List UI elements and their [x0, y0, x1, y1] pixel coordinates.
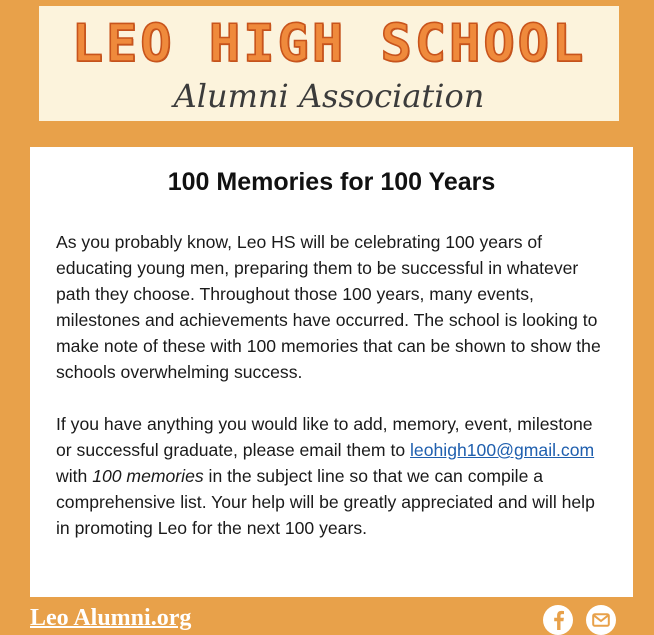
paragraph-request-end: in the subject line so that we can compile a comprehensive list. Your help will be greatly appreciated and will help in promoting Leo for the next 100 years.: [56, 466, 595, 538]
content-card: [30, 147, 633, 597]
alumni-site-link[interactable]: Leo Alumni.org: [30, 605, 192, 631]
article-heading: 100 Memories for 100 Years: [167, 168, 496, 196]
header-banner: [39, 6, 619, 121]
school-title: LEO HIGH SCHOOL: [71, 14, 587, 74]
subject-emphasis: 100 memories: [92, 466, 204, 486]
facebook-icon: [550, 610, 566, 630]
email-button[interactable]: [586, 605, 616, 635]
email-icon: [592, 613, 610, 627]
paragraph-request-mid: with: [56, 466, 93, 486]
association-subtitle: Alumni Association: [173, 77, 485, 115]
paragraph-intro: As you probably know, Leo HS will be celebrating 100 years of educating young men, preparing them to be successful in whatever path they choose. Throughout those 100 years, many events, milestones and achievements have occurred. The school is looking to make note of these with 100 memories that can be shown to show the schools overwhelming success.: [56, 232, 601, 382]
facebook-button[interactable]: [543, 605, 573, 635]
email-link[interactable]: leohigh100@gmail.com: [410, 440, 595, 460]
paragraph-request-intro: If you have anything you would like to add, memory, event, milestone or successful graduate, please email them to: [56, 414, 593, 460]
paragraph-request: [56, 411, 607, 541]
